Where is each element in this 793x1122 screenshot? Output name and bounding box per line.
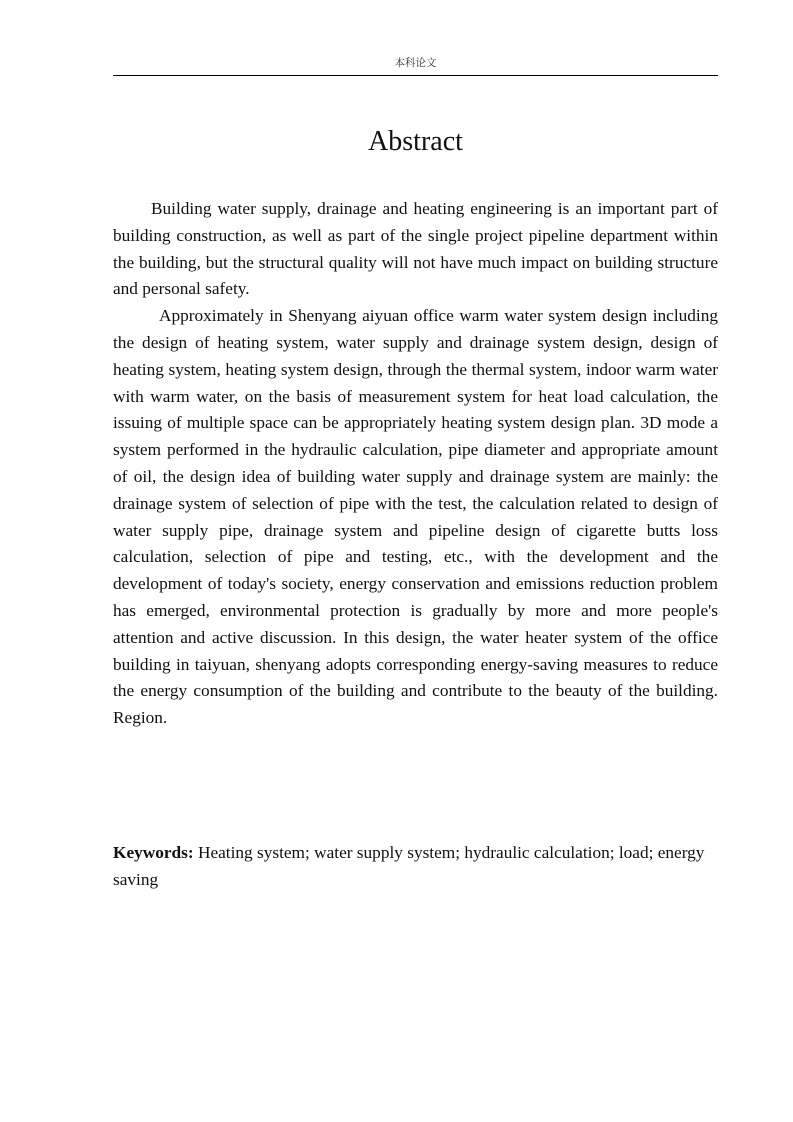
abstract-body [113, 196, 718, 732]
keywords-label: Keywords: [113, 843, 194, 862]
keywords-section [113, 840, 718, 894]
abstract-title: Abstract [368, 126, 463, 157]
page-header [113, 56, 718, 76]
keywords-text: Heating system; water supply system; hydraulic calculation; load; energy saving [113, 843, 705, 889]
abstract-paragraph-1: Building water supply, drainage and heating engineering is an important part of building construction, as well as part of the single project pipeline department within the building, but the structural quality will not have much impact on building structure and personal safety. [113, 199, 718, 299]
abstract-paragraph-2: Approximately in Shenyang aiyuan office warm water system design including the design of heating system, water supply and drainage system design, design of heating system, heating system design, through the thermal system, indoor warm water with warm water, on the basis of measurement system for heat load calculation, the issuing of multiple space can be appropriately heating system design plan. 3D mode a system performed in the hydraulic calculation, pipe diameter and appropriate amount of oil, the design idea of building water supply and drainage system are mainly: the drainage system of selection of pipe with the test, the calculation related to design of water supply pipe, drainage system and pipeline design of cigarette butts loss calculation, selection of pipe and testing, etc., with the development and the development of today's society, energy conservation and emissions reduction problem has emerged, environmental protection is gradually by more and more people's attention and active discussion. In this design, the water heater system of the office building in taiyuan, shenyang adopts corresponding energy-saving measures to reduce the energy consumption of the building and contribute to the beauty of the building. Region. [113, 306, 718, 728]
header-text: 本科论文 [394, 57, 437, 69]
